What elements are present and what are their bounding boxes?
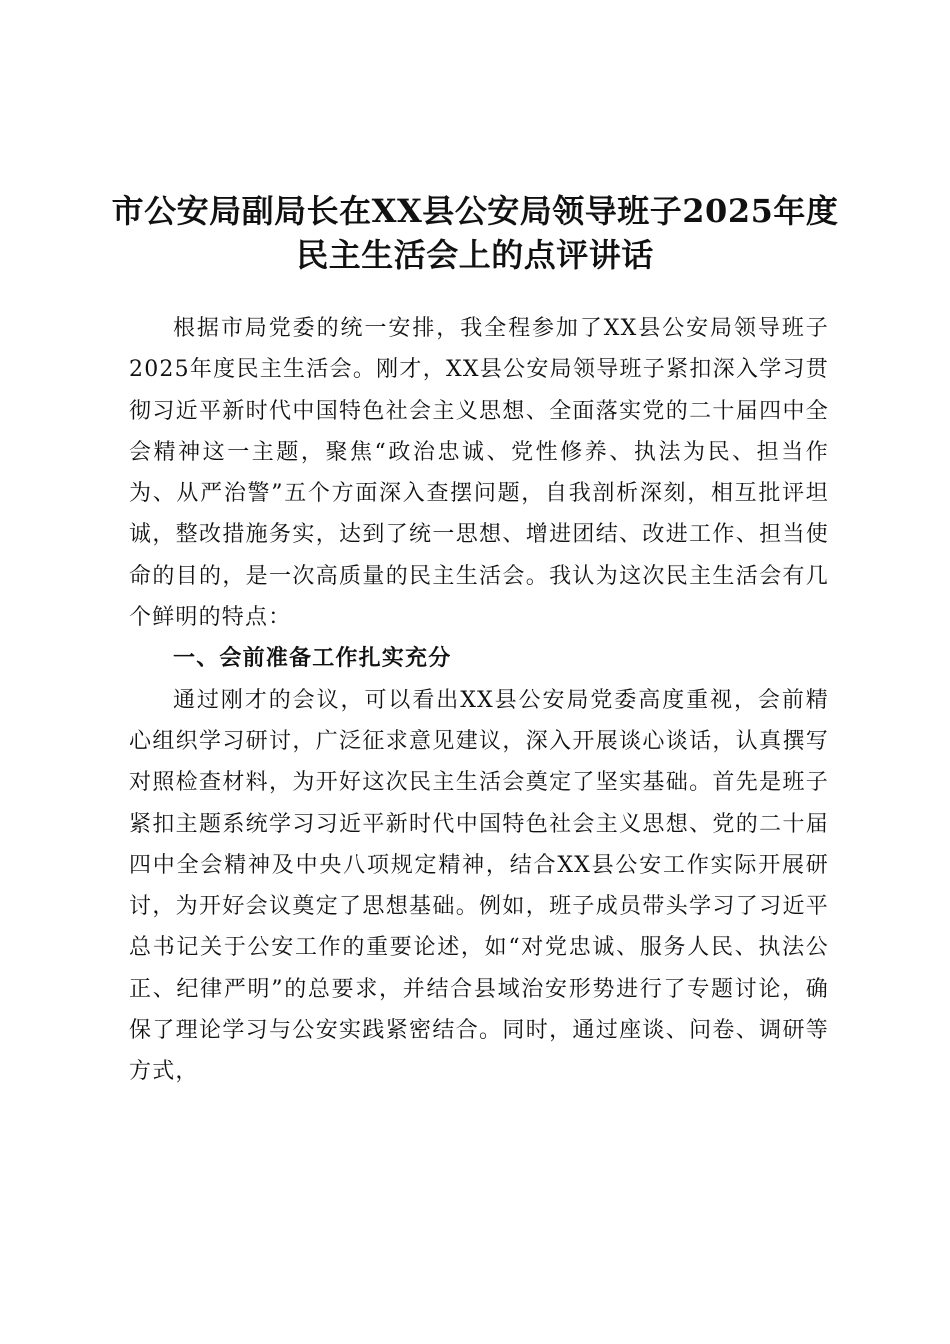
intro-paragraph: 根据市局党委的统一安排，我全程参加了XX县公安局领导班子2025年度民主生活会。刚才，XX县公安局领导班子紧扣深入学习贯彻习近平新时代中国特色社会主义思想、全面落实党的二十届四中全会精神这一主题，聚焦“政治忠诚、党性修养、执法为民、担当作为、从严治警”五个方面深入查摆问题，自我剖析深刻，相互批评坦诚，整改措施务实，达到了统一思想、增进团结、改进工作、担当使命的目的，是一次高质量的民主生活会。我认为这次民主生活会有几个鲜明的特点：	[129, 316, 829, 631]
section-heading-1: 一、会前准备工作扎实充分	[173, 646, 452, 672]
section-1-paragraph: 通过刚才的会议，可以看出XX县公安局党委高度重视，会前精心组织学习研讨，广泛征求意见建议，深入开展谈心谈话，认真撰写对照检查材料，为开好这次民主生活会奠定了坚实基础。首先是班子紧扣主题系统学习习近平新时代中国特色社会主义思想、党的二十届四中全会精神及中央八项规定精神，结合XX县公安工作实际开展研讨，为开好会议奠定了思想基础。例如，班子成员带头学习了习近平总书记关于公安工作的重要论述，如“对党忠诚、服务人民、执法公正、纪律严明”的总要求，并结合县域治安形势进行了专题讨论，确保了理论学习与公安实践紧密结合。同时，通过座谈、问卷、调研等方式，	[129, 687, 829, 1085]
document-title: 市公安局副局长在XX县公安局领导班子2025年度民主生活会上的点评讲话	[111, 192, 839, 275]
document-body	[129, 308, 829, 1093]
